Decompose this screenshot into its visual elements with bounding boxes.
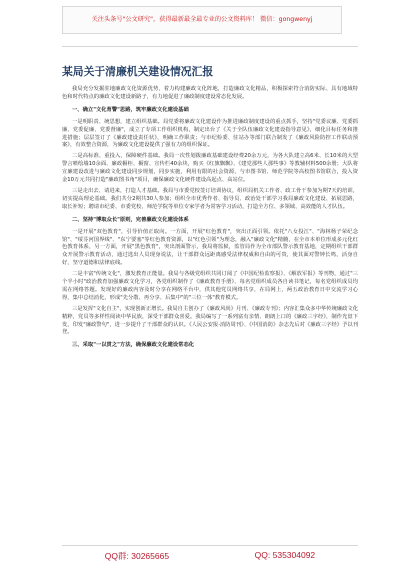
footer (62, 550, 358, 562)
section-heading: 二、坚持"博取众长"原则，完善廉政文化建设体系 (72, 216, 189, 223)
promo-banner-text: 关注头条号"公文研究"，获得最新最全最专业的公文资料库！ 微信：gongwenyj (91, 16, 313, 24)
section-paragraph: 二是高标准、重投入，保障硬件基础。我局一次性划拨廉政基础建设经费20余万元，为各大队建立高6米、长10米的大型警言喷绘墙10余面、廉政橱柜、橱窗、宣传栏40余块，购买《红旗飘飘》、《建党那些人那些事》等教辅材料500余册；大队将宣廉建设改进与廉政文化建设同步规划，同步实施，利用有限的社会资源，与市图书馆、师范学院等高校图书馆联合，投入资金10万元共同打造"廉政图书角"项目，确保廉政文化硬件建设高起点、高站位。 (62, 153, 358, 184)
section-paragraph: 二是丰富"传统文化"，激发教育正能量。我局与各级党组织共同订阅了《中国纪检监察报》、《解放军报》等刊物，通过"三个半小时"政治教育加强廉政文化学习，各党组织制作了《廉政教育手册》、每名党组织成员各自读书笔记，每名党组织成员均需在网络答题。发现好的廉政内容及时分享在网络平台中，供其他党员网络共享，在局网上，两五政治教育日中交流学习心得，集中总结消化，形成"先分散、再分享、后集中"的"三位一体"教育模式。 (62, 271, 358, 301)
section-heading: 一、确立"文化育警"思路，筑牢廉政文化建设基础 (72, 106, 189, 113)
document-body (62, 86, 358, 354)
top-divider (62, 46, 358, 47)
intro-paragraph: 我局充分发掘驻地廉政文化资源优势，着力构建廉政文化阵地，打造廉政文化精品，积极探索符合消防实际、具有地域特色和时代特点的廉政文化建设新路子，有力地促进了廉政制度建设常态化发展。 (62, 86, 358, 100)
footer-qq-group: QQ群: 30265665 (104, 551, 170, 561)
bottom-divider (62, 545, 358, 546)
section-paragraph: 三是发挥"文化自主"，实现创新正增长。我局自主创办了《廉政风尚》月刊、《廉政专刊》；内容汇集众多中华传统廉政文化精粹，党员等多样性阅读中华民族，深受干部群众喜爱。我局编写了一系列富有亲情、朗朗上口的《廉政三字经》，制作光盘下发，印发"廉政警句"，进一步提升了干部群众的认识。《人民公安报·消防周刊》、《中国消防》杂志先后对《廉政三字经》予以刊登。 (62, 305, 358, 336)
section-paragraph: 一是开展"双色教育"，引导价值正取向。一方面，开展"红色教育"，突出正面引领。依托"八女投江"、"海林杨子荣纪念馆"、"绥芬河国界线"、"东宁要塞"等红色教育资源，以"红色引领"为理念，融入"廉政文化"精髓，在全市本单位形成多元化红色教育体系，另一方面，开展"黑色教育"，突出剖面警示，我局将监狱，监管局作为全市部队警示教育基地，定期组织干部群众开展警示教育活动，通过选出人员现身说法，让干部群众远距离感受法律权威和自由的可贵，使其面对警钟长鸣，活身自好，坚守道德和法律底线。 (62, 228, 358, 267)
document-title: 某局关于清廉机关建设情况汇报 (62, 65, 214, 78)
footer-qq: QQ: 535304092 (254, 550, 316, 560)
promo-banner[interactable] (62, 6, 342, 34)
section-paragraph: 一是明职责、统思想，建立组织基础。局党委将廉政文化建设作为推进廉政制度建设的重点抓手，坚持"党委议廉、党委抓廉、党委促廉、党委督廉"，成立了专项工作组织机构，制定出台了《关于全队伍廉政文化建设指导意见》，细化目标任务和推进措施；层层签订了《廉政建设责任状》，明确工作职责；与市纪检委、驻站办等部门联合制发了《廉政风险防控工作联动预案》，有效整合资源，为廉政文化建设提供了强有力的组织保证。 (62, 118, 358, 149)
section-paragraph: 三是走出去、请进来，打造人才基础。我局与市委党校签订培训协议，组织局机关工作者、政工骨干参加为期7天的培训，切实提高理论基础。我们共分2期共30人参加；组织全市优秀作者、指导员、政治处干部学习我局廉政文化建设、拓展思路，取长补短；聘请市纪委、市委党校、师范学院等单位专家学者为常客学习活动，打造全方位、多领域、高效能的人才队伍。 (62, 187, 358, 210)
section-heading: 三、采取"一以贯之"方法，确保廉政文化建设常态化 (72, 342, 195, 349)
